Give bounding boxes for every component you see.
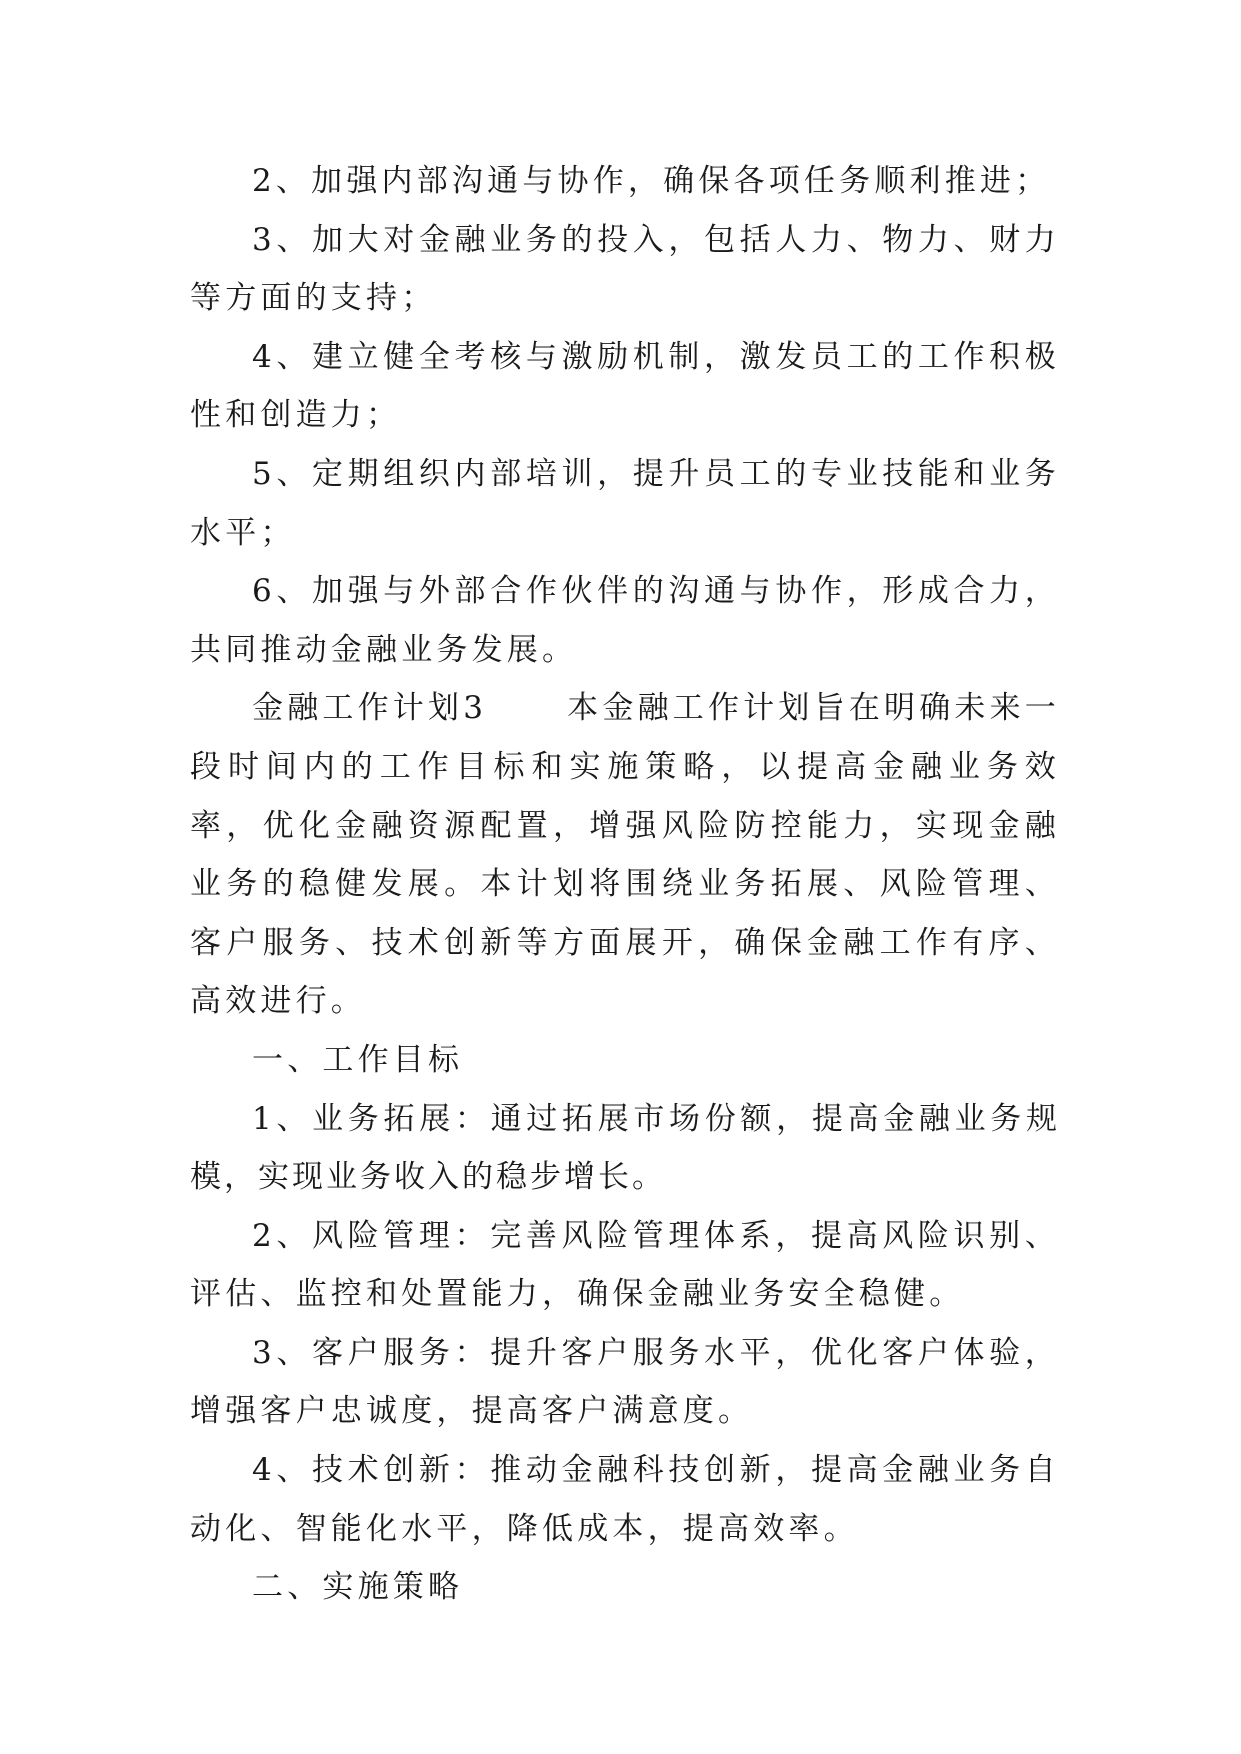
paragraph-item-2: 2、加强内部沟通与协作，确保各项任务顺利推进； xyxy=(252,163,1051,199)
section-intro-paragraph xyxy=(190,679,1060,1031)
heading-work-goals: 一、工作目标 xyxy=(252,1041,464,1078)
goal-risk-management: 2、风险管理：完善风险管理体系，提高风险识别、评估、监控和处置能力，确保金融业务安全稳健。 xyxy=(190,1217,1060,1313)
goal-customer-service: 3、客户服务：提升客户服务水平，优化客户体验，增强客户忠诚度，提高客户满意度。 xyxy=(190,1334,1060,1430)
paragraph-item-4: 4、建立健全考核与激励机制，激发员工的工作积极性和创造力； xyxy=(190,338,1060,434)
paragraph-item-6: 6、加强与外部合作伙伴的沟通与协作，形成合力，共同推动金融业务发展。 xyxy=(190,573,1060,668)
document-body xyxy=(190,152,1060,1617)
section-title: 金融工作计划3 xyxy=(252,690,488,727)
paragraph-item-5: 5、定期组织内部培训，提升员工的专业技能和业务水平； xyxy=(190,455,1060,551)
goal-tech-innovation: 4、技术创新：推动金融科技创新，提高金融业务自动化、智能化水平，降低成本，提高效率。 xyxy=(190,1452,1060,1547)
section-intro-text: 本金融工作计划旨在明确未来一段时间内的工作目标和实施策略，以提高金融业务效率，优化金融资源配置，增强风险防控能力，实现金融业务的稳健发展。本计划将围绕业务拓展、风险管理、客户服务、技术创新等方面展开，确保金融工作有序、高效进行。 xyxy=(190,690,1060,1020)
paragraph-item-3: 3、加大对金融业务的投入，包括人力、物力、财力等方面的支持； xyxy=(190,221,1060,317)
goal-business-expansion: 1、业务拓展：通过拓展市场份额，提高金融业务规模，实现业务收入的稳步增长。 xyxy=(190,1100,1060,1196)
heading-implementation-strategy: 二、实施策略 xyxy=(252,1569,464,1606)
